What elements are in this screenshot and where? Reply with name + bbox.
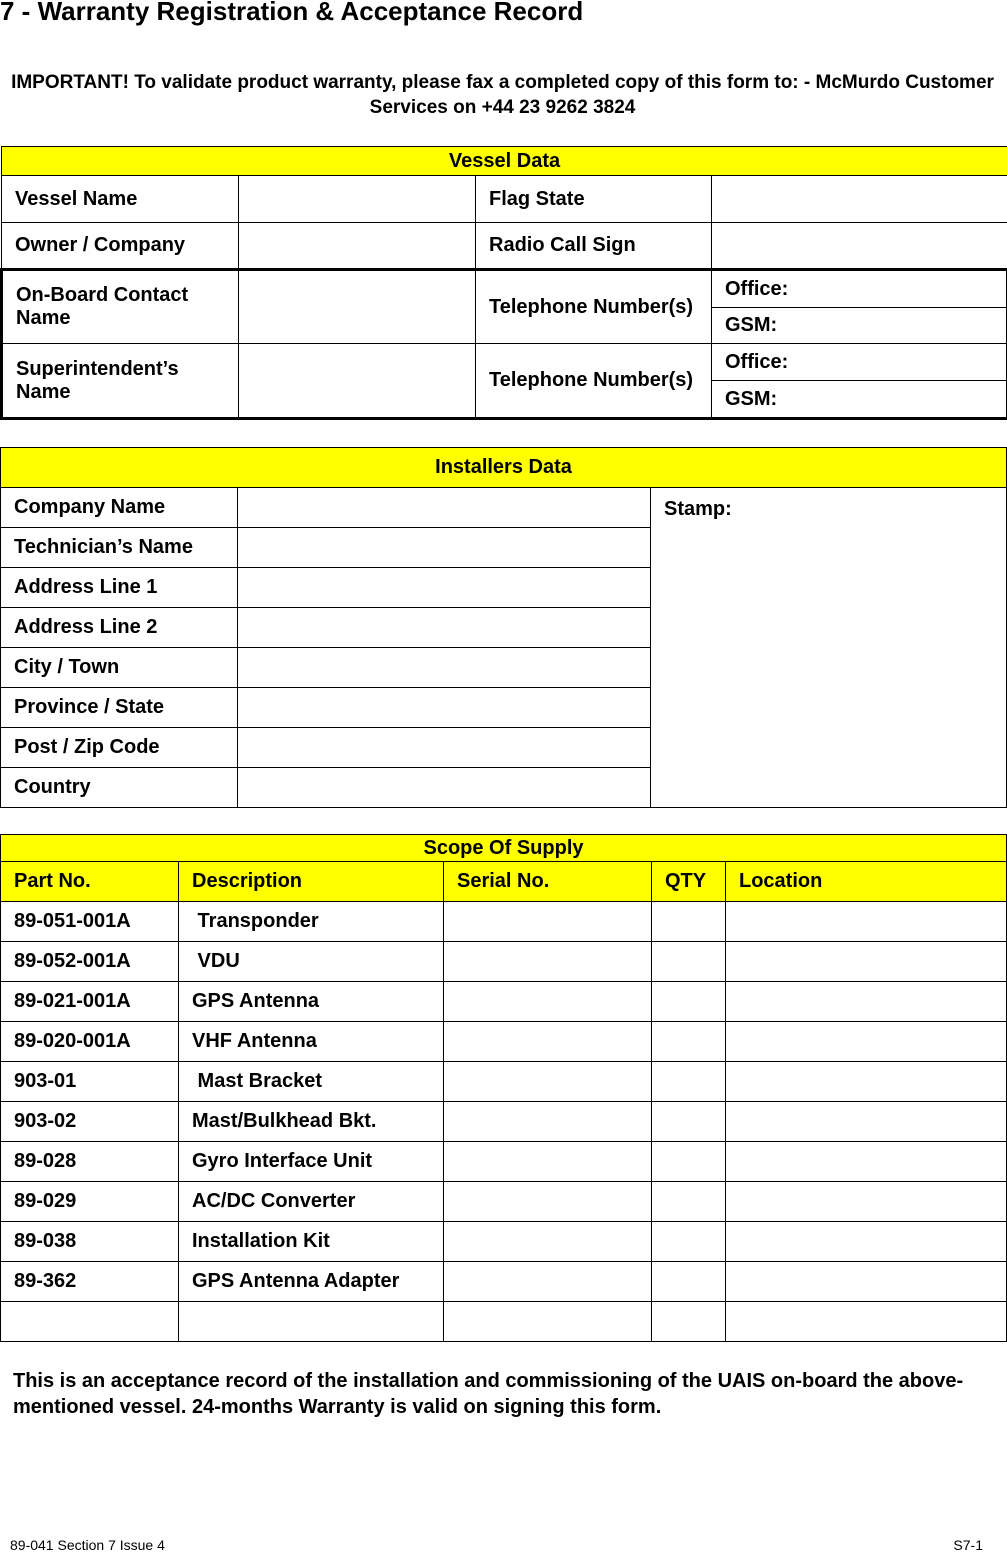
table-row [1, 1262, 1007, 1302]
country-field[interactable] [238, 768, 651, 808]
location-field[interactable] [726, 1022, 1007, 1062]
part-no-cell: 89-362 [1, 1262, 179, 1302]
qty-field[interactable] [652, 902, 726, 942]
serial-no-field[interactable] [444, 1262, 652, 1302]
qty-field[interactable] [652, 1022, 726, 1062]
serial-no-field[interactable] [444, 1302, 652, 1342]
scope-of-supply-heading: Scope Of Supply [1, 835, 1007, 862]
part-no-cell: 89-029 [1, 1182, 179, 1222]
superintendent-office-field[interactable]: Office: [712, 344, 1007, 381]
onboard-telephone-label: Telephone Number(s) [476, 270, 712, 344]
description-field[interactable] [179, 1302, 444, 1342]
part-no-cell: 903-01 [1, 1062, 179, 1102]
serial-no-field[interactable] [444, 982, 652, 1022]
vessel-name-field[interactable] [239, 176, 476, 223]
province-state-field[interactable] [238, 688, 651, 728]
location-field[interactable] [726, 1302, 1007, 1342]
superintendent-telephone-label: Telephone Number(s) [476, 344, 712, 419]
address-line-1-field[interactable] [238, 568, 651, 608]
table-row [1, 1302, 1007, 1342]
description-cell: VHF Antenna [179, 1022, 444, 1062]
serial-no-field[interactable] [444, 1222, 652, 1262]
location-field[interactable] [726, 982, 1007, 1022]
radio-call-sign-field[interactable] [712, 223, 1007, 270]
table-row [1, 1062, 1007, 1102]
serial-no-field[interactable] [444, 1062, 652, 1102]
description-cell: GPS Antenna [179, 982, 444, 1022]
column-header-qty: QTY [652, 862, 726, 902]
technician-name-field[interactable] [238, 528, 651, 568]
installer-row-label: Country [1, 768, 238, 808]
superintendent-field[interactable] [239, 344, 476, 419]
radio-call-sign-label: Radio Call Sign [476, 223, 712, 270]
serial-no-field[interactable] [444, 1102, 652, 1142]
vessel-name-label: Vessel Name [2, 176, 239, 223]
part-no-cell: 89-051-001A [1, 902, 179, 942]
location-field[interactable] [726, 942, 1007, 982]
location-field[interactable] [726, 1262, 1007, 1302]
location-field[interactable] [726, 902, 1007, 942]
serial-no-field[interactable] [444, 1142, 652, 1182]
description-cell: AC/DC Converter [179, 1182, 444, 1222]
page-title: 7 - Warranty Registration & Acceptance Record [0, 0, 583, 27]
installer-row-label: City / Town [1, 648, 238, 688]
flag-state-label: Flag State [476, 176, 712, 223]
description-cell: Transponder [179, 902, 444, 942]
installer-row-label: Address Line 2 [1, 608, 238, 648]
superintendent-gsm-field[interactable]: GSM: [712, 381, 1007, 419]
location-field[interactable] [726, 1222, 1007, 1262]
qty-field[interactable] [652, 1182, 726, 1222]
location-field[interactable] [726, 1182, 1007, 1222]
onboard-contact-field[interactable] [239, 270, 476, 344]
installers-data-heading: Installers Data [1, 448, 1007, 488]
description-cell: Mast Bracket [179, 1062, 444, 1102]
address-line-2-field[interactable] [238, 608, 651, 648]
vessel-data-heading: Vessel Data [2, 147, 1007, 176]
company-name-field[interactable] [238, 488, 651, 528]
column-header-description: Description [179, 862, 444, 902]
installer-row-label: Company Name [1, 488, 238, 528]
qty-field[interactable] [652, 1262, 726, 1302]
part-no-cell: 89-020-001A [1, 1022, 179, 1062]
scope-of-supply-table [0, 834, 1007, 1342]
serial-no-field[interactable] [444, 902, 652, 942]
onboard-contact-label: On-Board Contact Name [2, 270, 239, 344]
serial-no-field[interactable] [444, 1022, 652, 1062]
table-row [1, 1142, 1007, 1182]
post-zip-code-field[interactable] [238, 728, 651, 768]
footer-document-ref: 89-041 Section 7 Issue 4 [10, 1537, 165, 1553]
onboard-office-field[interactable]: Office: [712, 270, 1007, 308]
description-cell: GPS Antenna Adapter [179, 1262, 444, 1302]
installer-row-label: Address Line 1 [1, 568, 238, 608]
qty-field[interactable] [652, 982, 726, 1022]
part-no-cell: 89-052-001A [1, 942, 179, 982]
owner-company-label: Owner / Company [2, 223, 239, 270]
qty-field[interactable] [652, 1062, 726, 1102]
installer-row-label: Post / Zip Code [1, 728, 238, 768]
description-cell: VDU [179, 942, 444, 982]
serial-no-field[interactable] [444, 942, 652, 982]
installers-data-table [0, 447, 1007, 808]
part-no-field[interactable] [1, 1302, 179, 1342]
installer-row-label: Province / State [1, 688, 238, 728]
city-town-field[interactable] [238, 648, 651, 688]
acceptance-statement: This is an acceptance record of the installation and commissioning of the UAIS on-board the above-mentioned vessel. 24-months Warranty is valid on signing this form. [13, 1368, 998, 1420]
onboard-gsm-field[interactable]: GSM: [712, 308, 1007, 344]
location-field[interactable] [726, 1062, 1007, 1102]
table-row [1, 942, 1007, 982]
flag-state-field[interactable] [712, 176, 1007, 223]
column-header-location: Location [726, 862, 1007, 902]
footer-page-number: S7-1 [953, 1537, 983, 1553]
qty-field[interactable] [652, 1302, 726, 1342]
table-row [1, 1182, 1007, 1222]
table-row [1, 1222, 1007, 1262]
location-field[interactable] [726, 1102, 1007, 1142]
column-header-part-no: Part No. [1, 862, 179, 902]
serial-no-field[interactable] [444, 1182, 652, 1222]
table-row [1, 902, 1007, 942]
qty-field[interactable] [652, 1102, 726, 1142]
table-row [1, 1022, 1007, 1062]
description-cell: Installation Kit [179, 1222, 444, 1262]
important-notice: IMPORTANT! To validate product warranty, please fax a completed copy of this form to: - McMurdo Customer Services on +44 23 9262 3824 [10, 70, 995, 120]
table-row [1, 982, 1007, 1022]
description-cell: Mast/Bulkhead Bkt. [179, 1102, 444, 1142]
installer-row-label: Technician’s Name [1, 528, 238, 568]
part-no-cell: 89-038 [1, 1222, 179, 1262]
owner-company-field[interactable] [239, 223, 476, 270]
qty-field[interactable] [652, 942, 726, 982]
part-no-cell: 903-02 [1, 1102, 179, 1142]
description-cell: Gyro Interface Unit [179, 1142, 444, 1182]
qty-field[interactable] [652, 1222, 726, 1262]
column-header-serial-no: Serial No. [444, 862, 652, 902]
table-row [1, 1102, 1007, 1142]
location-field[interactable] [726, 1142, 1007, 1182]
superintendent-label: Superintendent’s Name [2, 344, 239, 419]
qty-field[interactable] [652, 1142, 726, 1182]
stamp-area[interactable]: Stamp: [651, 488, 1007, 808]
part-no-cell: 89-021-001A [1, 982, 179, 1022]
vessel-data-table [0, 146, 1007, 420]
part-no-cell: 89-028 [1, 1142, 179, 1182]
